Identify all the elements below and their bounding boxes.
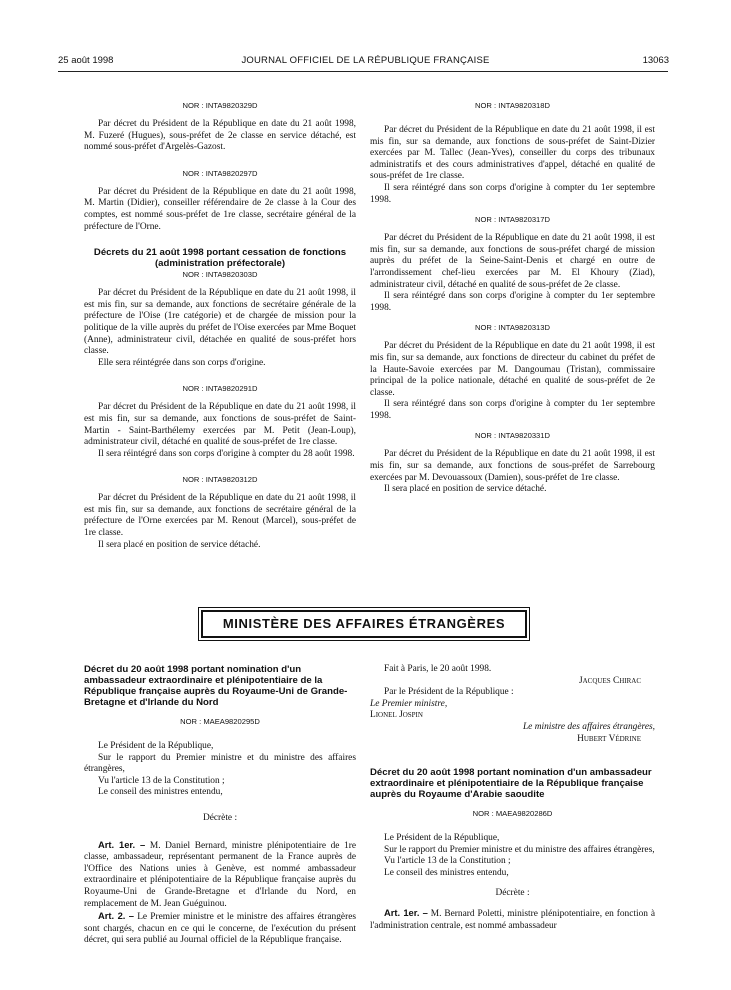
decree-paragraph: Il sera réintégré dans son corps d'origine à compter du 1er septembre 1998. [370, 399, 655, 421]
section-heading: Décrets du 21 août 1998 portant cessation de fonctions (administration préfectorale) [93, 247, 347, 270]
article-label: Art. 1er. – [384, 907, 428, 919]
decrete-label: Décrète : [202, 812, 238, 823]
minister-name: Hubert Védrine [577, 733, 641, 744]
preamble-line: Vu l'article 13 de la Constitution ; [384, 856, 511, 867]
minister-title: Le ministre des affaires étrangères, [522, 721, 655, 732]
decree-paragraph: Par décret du Président de la République en date du 21 août 1998, il est mis fin, sur sa demande, aux fonctions de sous-préfet de Sarrebourg exercées par M. Devouassoux (Damien), sous-préfet de 1re classe. [370, 449, 655, 483]
decree-paragraph: Elle sera réintégrée dans son corps d'origine. [98, 357, 266, 368]
lower-right-column [370, 664, 655, 932]
upper-left-column [84, 100, 356, 551]
article-label: Art. 2. – [98, 910, 135, 922]
decree-paragraph: Par décret du Président de la République en date du 21 août 1998, il est mis fin, sur sa demande, aux fonctions de sous-préfet de Saint-Dizier exercées par M. Tallec (Jean-Yves), conseiller du corps des tribunaux administratifs et des cours administratives d'appel, détaché en qualité de sous-préfet de 1re classe. [370, 125, 655, 182]
page-header [0, 55, 731, 71]
article-text: M. Daniel Bernard, ministre plénipotentiaire de 1re classe, ambassadeur, représentant permanent de la France auprès de l'Office des Nations unies à Genève, est nommé ambassadeur extraordinaire et plénipotentiaire de la République française auprès du Royaume-Uni de Grande-Bretagne et d'Irlande du Nord, en remplacement de M. Jean Guéguinou. [84, 840, 357, 909]
preamble-line: Le conseil des ministres entendu, [384, 867, 509, 878]
preamble-line: Le conseil des ministres entendu, [98, 787, 223, 798]
nor-reference: NOR : INTA9820318D [475, 101, 550, 110]
decree-paragraph: Par décret du Président de la République en date du 21 août 1998, M. Fuzeré (Hugues), sous-préfet de 2e classe en service détaché, est nommé sous-préfet d'Argelès-Gazost. [84, 119, 356, 153]
nor-reference: NOR : INTA9820303D [182, 270, 258, 280]
decree-paragraph: Par décret du Président de la République en date du 21 août 1998, il est mis fin, sur sa demande, aux fonctions de directeur du cabinet du préfet de la Haute-Savoie exercées par M. Dangoumau (Tristan), commissaire principal de la police nationale, détaché en qualité de sous-préfet de 2e classe. [370, 341, 655, 398]
article-text: M. Bernard Poletti, ministre plénipotentiaire, en fonction à l'administration centrale, est nommé ambassadeur [370, 909, 656, 931]
decree-paragraph: Par décret du Président de la République en date du 21 août 1998, il est mis fin, sur sa demande, aux fonctions de sous-préfet chargé de mission auprès du préfet de la Seine-Saint-Denis et chargé en outre de l'arrondissement chef-lieu exercées par M. El Khoury (Ziad), administrateur civil, détaché en qualité de sous-préfet de 2e classe. [370, 233, 655, 290]
by-president: Par le Président de la République : [384, 687, 514, 698]
article-label: Art. 1er. – [98, 838, 146, 850]
signer-name: Jacques Chirac [578, 675, 641, 686]
article-1 [370, 907, 655, 932]
article-2 [84, 910, 356, 947]
article-text: Le Premier ministre et le ministre des affaires étrangères sont chargés, chacun en ce qui le concerne, de l'exécution du présent décret, qui sera publié au Journal officiel de la République française. [84, 912, 357, 946]
header-journal-title: JOURNAL OFFICIEL DE LA RÉPUBLIQUE FRANÇAISE [241, 55, 490, 66]
header-page-number: 13063 [642, 55, 669, 66]
decree-paragraph: Il sera réintégré dans son corps d'origine à compter du 28 août 1998. [98, 448, 355, 459]
decree-paragraph: Il sera réintégré dans son corps d'origine à compter du 1er septembre 1998. [370, 182, 655, 205]
place-date: Fait à Paris, le 20 août 1998. [384, 664, 492, 674]
nor-reference: NOR : INTA9820312D [182, 475, 258, 485]
decree-heading: Décret du 20 août 1998 portant nomination d'un ambassadeur extraordinaire et plénipotentiaire de la République française auprès du Royaume-Uni de Grande-Bretagne et d'Irlande du Nord [84, 664, 348, 708]
prime-minister-title: Le Premier ministre, [370, 698, 448, 709]
header-rule [58, 71, 668, 72]
decree-paragraph: Par décret du Président de la République en date du 21 août 1998, il est mis fin, sur sa demande, aux fonctions de secrétaire générale de la préfecture de l'Oise (1re catégorie) et de chargée de mission pour la politique de la ville auprès du préfet de l'Oise exercées par Mme Boquet (Anne), administrateur civil, détachée en qualité de sous-préfet hors classe. [84, 288, 356, 357]
nor-reference: NOR : INTA9820329D [182, 101, 258, 110]
nor-reference: NOR : MAEA9820295D [180, 717, 260, 726]
preamble-line: Vu l'article 13 de la Constitution ; [98, 775, 225, 786]
nor-reference: NOR : INTA9820317D [475, 215, 550, 225]
nor-reference: NOR : INTA9820291D [182, 384, 258, 394]
prime-minister-name: Lionel Jospin [370, 710, 423, 721]
decree-paragraph: Il sera réintégré dans son corps d'origine à compter du 1er septembre 1998. [370, 291, 655, 313]
decree-paragraph: Par décret du Président de la République en date du 21 août 1998, il est mis fin, sur sa demande, aux fonctions de sous-préfet de Saint-Martin - Saint-Barthélemy exercées par M. Petit (Jean-Loup), administrateur civil, détaché en qualité de sous-préfet de 1re classe. [84, 402, 356, 448]
decree-paragraph: Il sera placé en position de service détaché. [98, 539, 261, 550]
ministry-banner: MINISTÈRE DES AFFAIRES ÉTRANGÈRES [201, 610, 527, 638]
nor-reference: NOR : INTA9820297D [182, 168, 258, 178]
decrete-label: Décrète : [495, 887, 530, 898]
decree-paragraph: Il sera placé en position de service détaché. [384, 484, 547, 495]
upper-right-column [370, 100, 655, 496]
nor-reference: NOR : MAEA9820286D [472, 809, 553, 819]
preamble-line: Le Président de la République, [384, 833, 500, 844]
lower-left-column [84, 664, 356, 947]
preamble-line: Sur le rapport du Premier ministre et du ministre des affaires étrangères, [84, 752, 356, 775]
article-1 [84, 839, 356, 911]
header-date: 25 août 1998 [58, 55, 114, 66]
decree-paragraph: Par décret du Président de la République en date du 21 août 1998, M. Martin (Didier), conseiller référendaire de 2e classe à la Cour des comptes, est nommé sous-préfet de 1re classe, secrétaire général de la préfecture de l'Orne. [84, 186, 356, 232]
nor-reference: NOR : INTA9820313D [475, 323, 550, 333]
nor-reference: NOR : INTA9820331D [475, 431, 550, 441]
preamble-line: Sur le rapport du Premier ministre et du ministre des affaires étrangères, [384, 844, 655, 855]
decree-heading: Décret du 20 août 1998 portant nomination d'un ambassadeur extraordinaire et plénipotentiaire de la République française auprès du Royaume d'Arabie saoudite [370, 767, 652, 801]
decree-paragraph: Par décret du Président de la République en date du 21 août 1998, il est mis fin, sur sa demande, aux fonctions de secrétaire général de la préfecture de l'Orne exercées par M. Renout (Marcel), sous-préfet de 1re classe. [84, 493, 356, 539]
preamble-line: Le Président de la République, [98, 741, 214, 751]
